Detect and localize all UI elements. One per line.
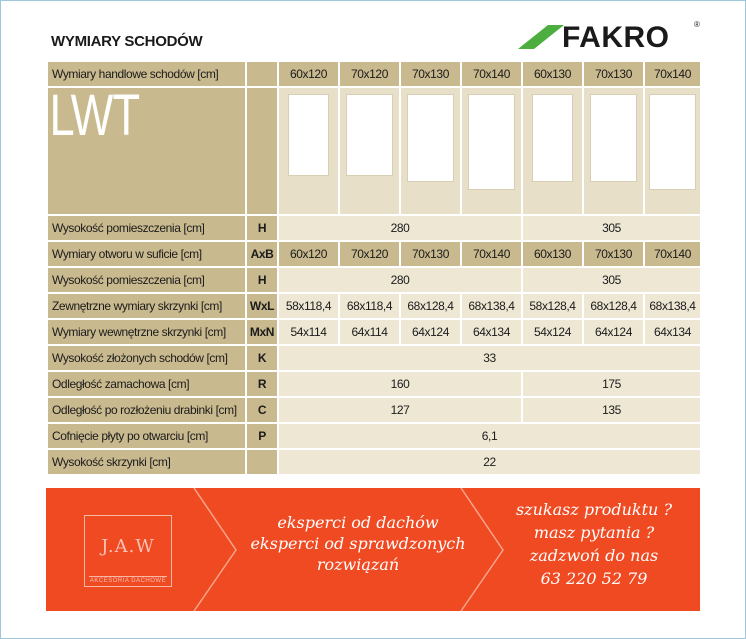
- table-row: [47, 345, 701, 371]
- opening-shape: [468, 94, 515, 190]
- model-name-cell: [47, 87, 246, 215]
- value-cell: 175: [522, 371, 701, 397]
- fakro-logo: [518, 17, 700, 51]
- row-label: Wymiary handlowe schodów [cm]: [47, 61, 246, 87]
- table-row: [47, 397, 701, 423]
- row-code: H: [246, 215, 278, 241]
- size-cell: 70x120: [339, 61, 400, 87]
- banner-slogan: [242, 512, 474, 575]
- table-row: [47, 319, 701, 345]
- value-cell: 68x118,4: [339, 293, 400, 319]
- value-cell: 305: [522, 215, 701, 241]
- value-cell: 22: [278, 449, 701, 475]
- slogan-line: rozwiązań: [316, 555, 400, 574]
- row-label: Cofnięcie płyty po otwarciu [cm]: [47, 423, 246, 449]
- value-cell: 70x130: [583, 241, 644, 267]
- slogan-line: eksperci od dachów: [277, 513, 439, 532]
- table-row-images: [47, 87, 701, 215]
- value-cell: 305: [522, 267, 701, 293]
- value-cell: 70x140: [461, 241, 522, 267]
- row-label: Odległość po rozłożeniu drabinki [cm]: [47, 397, 246, 423]
- value-cell: 68x128,4: [400, 293, 461, 319]
- row-label: Wymiary wewnętrzne skrzynki [cm]: [47, 319, 246, 345]
- value-cell: 54x124: [522, 319, 583, 345]
- value-cell: 64x124: [400, 319, 461, 345]
- row-code: [246, 61, 278, 87]
- opening-diagram: [278, 87, 339, 215]
- value-cell: 70x120: [339, 241, 400, 267]
- fakro-logo-mark: [518, 25, 564, 49]
- model-name: LWT: [49, 87, 140, 148]
- size-cell: 60x120: [278, 61, 339, 87]
- value-cell: 160: [278, 371, 522, 397]
- promo-banner[interactable]: [46, 488, 700, 611]
- contact-line: masz pytania ?: [533, 523, 655, 542]
- row-label: Zewnętrzne wymiary skrzynki [cm]: [47, 293, 246, 319]
- table-row: [47, 267, 701, 293]
- value-cell: 127: [278, 397, 522, 423]
- value-cell: 64x134: [461, 319, 522, 345]
- value-cell: 280: [278, 267, 522, 293]
- contact-line: szukasz produktu ?: [515, 500, 673, 519]
- value-cell: 280: [278, 215, 522, 241]
- value-cell: 70x140: [644, 241, 701, 267]
- value-cell: 135: [522, 397, 701, 423]
- opening-diagram: [522, 87, 583, 215]
- table-row: [47, 449, 701, 475]
- row-code: AxB: [246, 241, 278, 267]
- registered-mark: ®: [694, 20, 700, 29]
- size-cell: 70x130: [583, 61, 644, 87]
- row-label: Wymiary otworu w suficie [cm]: [47, 241, 246, 267]
- opening-diagram: [461, 87, 522, 215]
- row-code: MxN: [246, 319, 278, 345]
- jaw-logo-subtitle: AKCESORIA DACHOWE: [89, 578, 167, 584]
- value-cell: 54x114: [278, 319, 339, 345]
- opening-diagram: [339, 87, 400, 215]
- value-cell: 60x120: [278, 241, 339, 267]
- value-cell: 68x138,4: [644, 293, 701, 319]
- value-cell: 64x134: [644, 319, 701, 345]
- value-cell: 6,1: [278, 423, 701, 449]
- table-row: [47, 423, 701, 449]
- opening-shape: [649, 94, 696, 190]
- opening-shape: [346, 94, 393, 176]
- opening-diagram: [583, 87, 644, 215]
- value-cell: 58x128,4: [522, 293, 583, 319]
- opening-shape: [288, 94, 329, 176]
- fakro-logo-text: FAKRO: [562, 21, 670, 51]
- table-row: [47, 215, 701, 241]
- value-cell: 60x130: [522, 241, 583, 267]
- row-code: H: [246, 267, 278, 293]
- size-cell: 70x140: [461, 61, 522, 87]
- row-label: Wysokość złożonych schodów [cm]: [47, 345, 246, 371]
- size-cell: 70x130: [400, 61, 461, 87]
- size-cell: 70x140: [644, 61, 701, 87]
- contact-line: zadzwoń do nas: [529, 546, 659, 565]
- row-code: P: [246, 423, 278, 449]
- value-cell: 68x138,4: [461, 293, 522, 319]
- banner-contact: [494, 498, 694, 590]
- slogan-line: eksperci od sprawdzonych: [250, 534, 466, 553]
- row-code: R: [246, 371, 278, 397]
- row-code: C: [246, 397, 278, 423]
- value-cell: 64x114: [339, 319, 400, 345]
- value-cell: 33: [278, 345, 701, 371]
- row-label: Wysokość pomieszczenia [cm]: [47, 267, 246, 293]
- row-code: [246, 449, 278, 475]
- value-cell: 64x124: [583, 319, 644, 345]
- jaw-logo-text: J.A.W: [101, 536, 155, 557]
- opening-shape: [407, 94, 454, 182]
- row-label: Odległość zamachowa [cm]: [47, 371, 246, 397]
- opening-shape: [590, 94, 637, 182]
- row-code: [246, 87, 278, 215]
- size-cell: 60x130: [522, 61, 583, 87]
- spec-table: [46, 60, 702, 476]
- table-row: [47, 241, 701, 267]
- table-row: [47, 293, 701, 319]
- row-code: WxL: [246, 293, 278, 319]
- contact-phone[interactable]: 63 220 52 79: [540, 569, 648, 588]
- table-row: [47, 371, 701, 397]
- opening-diagram: [400, 87, 461, 215]
- opening-diagram: [644, 87, 701, 215]
- value-cell: 58x118,4: [278, 293, 339, 319]
- value-cell: 68x128,4: [583, 293, 644, 319]
- opening-shape: [532, 94, 573, 182]
- row-label: Wysokość skrzynki [cm]: [47, 449, 246, 475]
- row-label: Wysokość pomieszczenia [cm]: [47, 215, 246, 241]
- row-code: K: [246, 345, 278, 371]
- table-row-header: [47, 61, 701, 87]
- value-cell: 70x130: [400, 241, 461, 267]
- page-title: WYMIARY SCHODÓW: [51, 33, 203, 50]
